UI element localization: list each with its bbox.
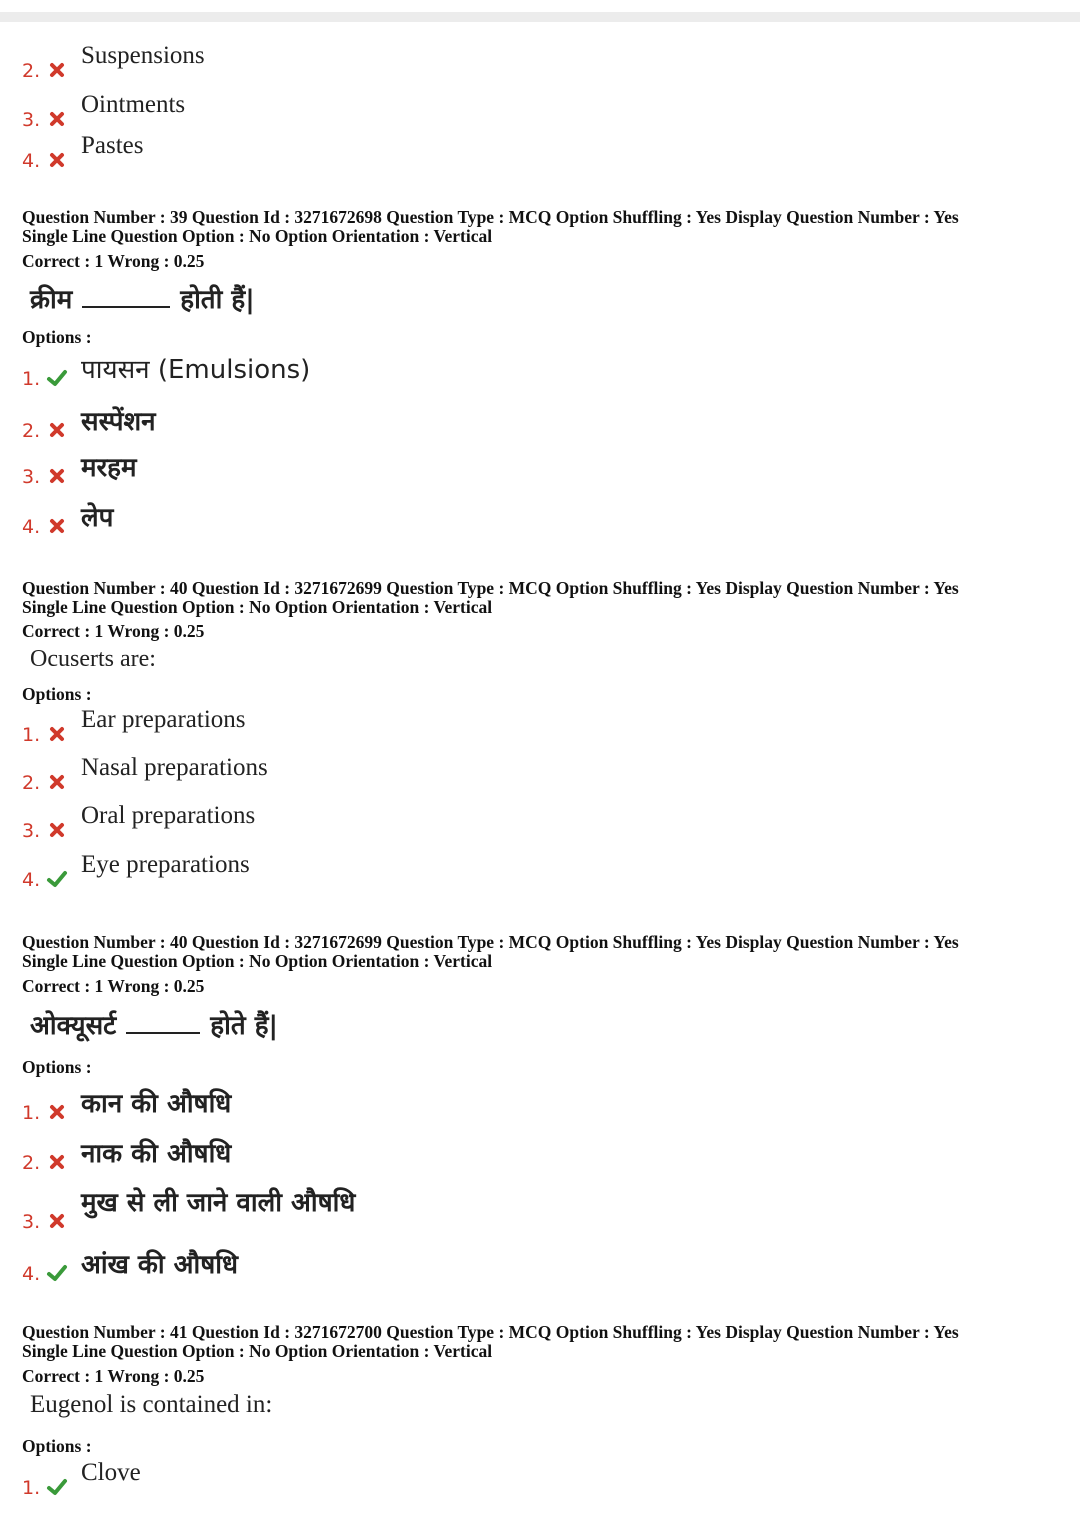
wrong-mark-icon [46, 1102, 68, 1122]
marking-scheme: Correct : 1 Wrong : 0.25 [22, 621, 205, 641]
question-text: Eugenol is contained in: [30, 1391, 273, 1418]
correct-check-icon [46, 368, 68, 388]
option-text: लेप [81, 503, 114, 533]
options-label: Options : [22, 1057, 92, 1077]
question-text-after: होती हैं| [180, 285, 255, 315]
option-text: आंख की औषधि [81, 1250, 238, 1280]
options-label: Options : [22, 684, 92, 704]
option-number: 1. [22, 724, 41, 746]
wrong-mark-icon [46, 466, 68, 486]
option-number: 2. [22, 1152, 41, 1174]
question-meta [22, 933, 959, 971]
option-number: 4. [22, 869, 41, 891]
option-text: Pastes [81, 132, 144, 159]
wrong-mark-icon [46, 420, 68, 440]
question-meta [22, 208, 959, 246]
option-text: मरहम [81, 453, 137, 483]
options-label: Options : [22, 327, 92, 347]
option-text: सस्पेंशन [81, 407, 156, 437]
option-number: 4. [22, 150, 41, 172]
option-number: 4. [22, 1263, 41, 1285]
option-number: 3. [22, 820, 41, 842]
question-meta-line-1: Question Number : 40 Question Id : 3271672699 Question Type : MCQ Option Shuffling : Yes Display Question Number : Yes [22, 932, 959, 952]
option-number: 2. [22, 772, 41, 794]
wrong-mark-icon [46, 1211, 68, 1231]
question-text [30, 1006, 278, 1042]
options-label: Options : [22, 1436, 92, 1456]
wrong-mark-icon [46, 1152, 68, 1172]
wrong-mark-icon [46, 820, 68, 840]
option-number: 3. [22, 109, 41, 131]
option-number: 1. [22, 1477, 41, 1499]
correct-check-icon [46, 1263, 68, 1283]
wrong-mark-icon [46, 724, 68, 744]
option-number: 1. [22, 1102, 41, 1124]
option-number: 3. [22, 1211, 41, 1233]
page-top-bar [0, 12, 1080, 22]
question-meta [22, 579, 959, 617]
question-meta-line-2: Single Line Question Option : No Option Orientation : Vertical [22, 226, 493, 246]
option-number: 2. [22, 60, 41, 82]
question-meta-line-2: Single Line Question Option : No Option Orientation : Vertical [22, 1341, 493, 1361]
option-text: पायसन (Emulsions) [81, 355, 311, 385]
option-number: 2. [22, 420, 41, 442]
option-number: 4. [22, 516, 41, 538]
option-text: Nasal preparations [81, 754, 268, 781]
correct-check-icon [46, 1477, 68, 1497]
wrong-mark-icon [46, 150, 68, 170]
question-text-after: होते हैं| [210, 1011, 278, 1041]
marking-scheme: Correct : 1 Wrong : 0.25 [22, 251, 205, 271]
option-text: Clove [81, 1459, 141, 1486]
wrong-mark-icon [46, 516, 68, 536]
option-text: कान की औषधि [81, 1089, 232, 1119]
question-meta-line-1: Question Number : 39 Question Id : 3271672698 Question Type : MCQ Option Shuffling : Yes Display Question Number : Yes [22, 207, 959, 227]
question-text: Ocuserts are: [30, 646, 156, 672]
option-text: मुख से ली जाने वाली औषधि [81, 1188, 356, 1218]
wrong-mark-icon [46, 772, 68, 792]
option-number: 3. [22, 466, 41, 488]
wrong-mark-icon [46, 109, 68, 129]
question-text-before: क्रीम [30, 285, 73, 315]
question-meta [22, 1323, 959, 1361]
question-meta-line-1: Question Number : 41 Question Id : 3271672700 Question Type : MCQ Option Shuffling : Yes Display Question Number : Yes [22, 1322, 959, 1342]
marking-scheme: Correct : 1 Wrong : 0.25 [22, 976, 205, 996]
option-text: Oral preparations [81, 802, 256, 829]
option-text: Ear preparations [81, 706, 246, 733]
wrong-mark-icon [46, 60, 68, 80]
option-text: Suspensions [81, 42, 205, 69]
question-meta-line-2: Single Line Question Option : No Option Orientation : Vertical [22, 597, 493, 617]
correct-check-icon [46, 869, 68, 889]
question-meta-line-2: Single Line Question Option : No Option Orientation : Vertical [22, 951, 493, 971]
question-text-before: ओक्यूसर्ट [30, 1011, 117, 1041]
marking-scheme: Correct : 1 Wrong : 0.25 [22, 1366, 205, 1386]
option-text: Ointments [81, 91, 186, 118]
question-meta-line-1: Question Number : 40 Question Id : 3271672699 Question Type : MCQ Option Shuffling : Yes Display Question Number : Yes [22, 578, 959, 598]
option-number: 1. [22, 368, 41, 390]
answer-blank [82, 306, 170, 308]
option-text: Eye preparations [81, 851, 250, 878]
option-text: नाक की औषधि [81, 1139, 232, 1169]
question-text [30, 280, 255, 316]
answer-blank [126, 1032, 200, 1034]
